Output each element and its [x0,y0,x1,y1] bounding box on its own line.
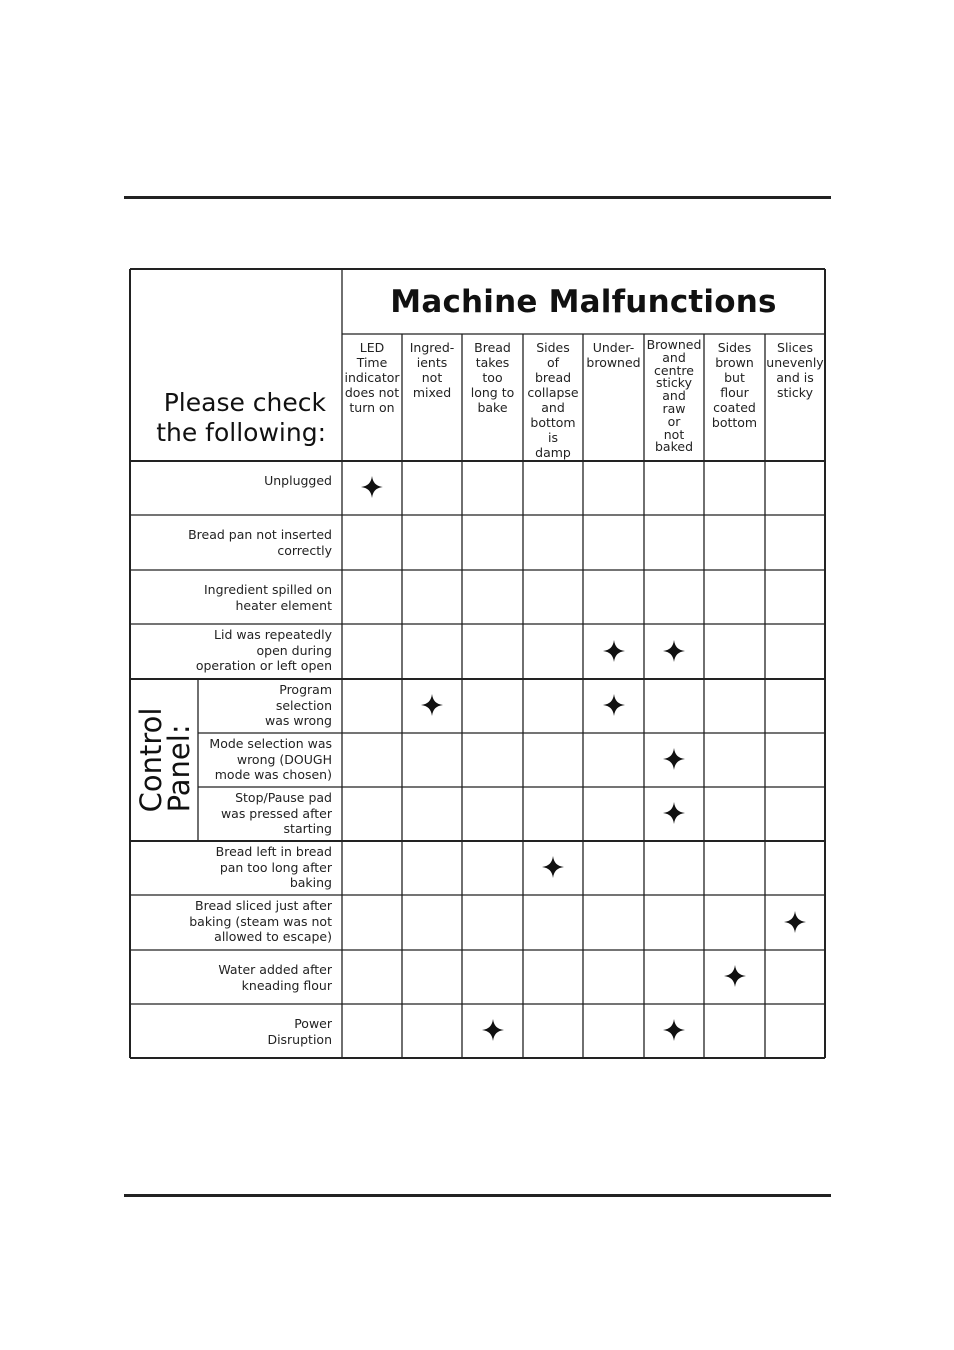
row-label: Bread pan not inserted correctly [188,527,332,558]
control-panel-label: Control Panel: [133,707,196,812]
column-header: Sides brown but flour coated bottom [711,340,758,430]
four-point-star-icon [784,911,806,933]
column-header: Sides of bread collapse and bottom is damp [527,340,579,460]
bottom-rule [124,1194,831,1197]
four-point-star-icon [663,640,685,662]
four-point-star-icon [421,694,443,716]
column-header: Ingred- ients not mixed [409,340,455,400]
four-point-star-icon [663,802,685,824]
four-point-star-icon [663,748,685,770]
four-point-star-icon [482,1019,504,1041]
four-point-star-icon [603,640,625,662]
four-point-star-icon [603,694,625,716]
four-point-star-icon [724,965,746,987]
column-header: Slices unevenly and is sticky [766,340,824,400]
column-header: LED Time indicator does not turn on [344,340,400,415]
control-panel-group [131,679,198,840]
row-label: Unplugged [264,473,332,488]
four-point-star-icon [542,856,564,878]
check-label: Please check the following: [156,388,326,447]
row-label: Power Disruption [267,1016,332,1047]
row-label: Program selection was wrong [265,682,332,728]
row-label: Bread sliced just after baking (steam was not allowed to escape) [189,898,332,944]
row-label: Bread left in bread pan too long after baking [215,844,332,890]
row-label: Ingredient spilled on heater element [203,582,332,613]
four-point-star-icon [663,1019,685,1041]
row-label: Water added after kneading flour [218,962,332,993]
four-point-star-icon [361,476,383,498]
column-header: Under- browned [586,340,641,370]
column-header: Bread takes too long to bake [470,340,515,415]
column-header: Browned and centre sticky and raw or not baked [646,337,702,455]
top-rule [124,196,831,199]
row-label: Stop/Pause pad was pressed after starting [220,790,332,836]
row-label: Mode selection was wrong (DOUGH mode was chosen) [209,736,332,782]
row-label: Lid was repeatedly open during operation or left open [195,627,332,673]
table-title: Machine Malfunctions [390,284,777,320]
